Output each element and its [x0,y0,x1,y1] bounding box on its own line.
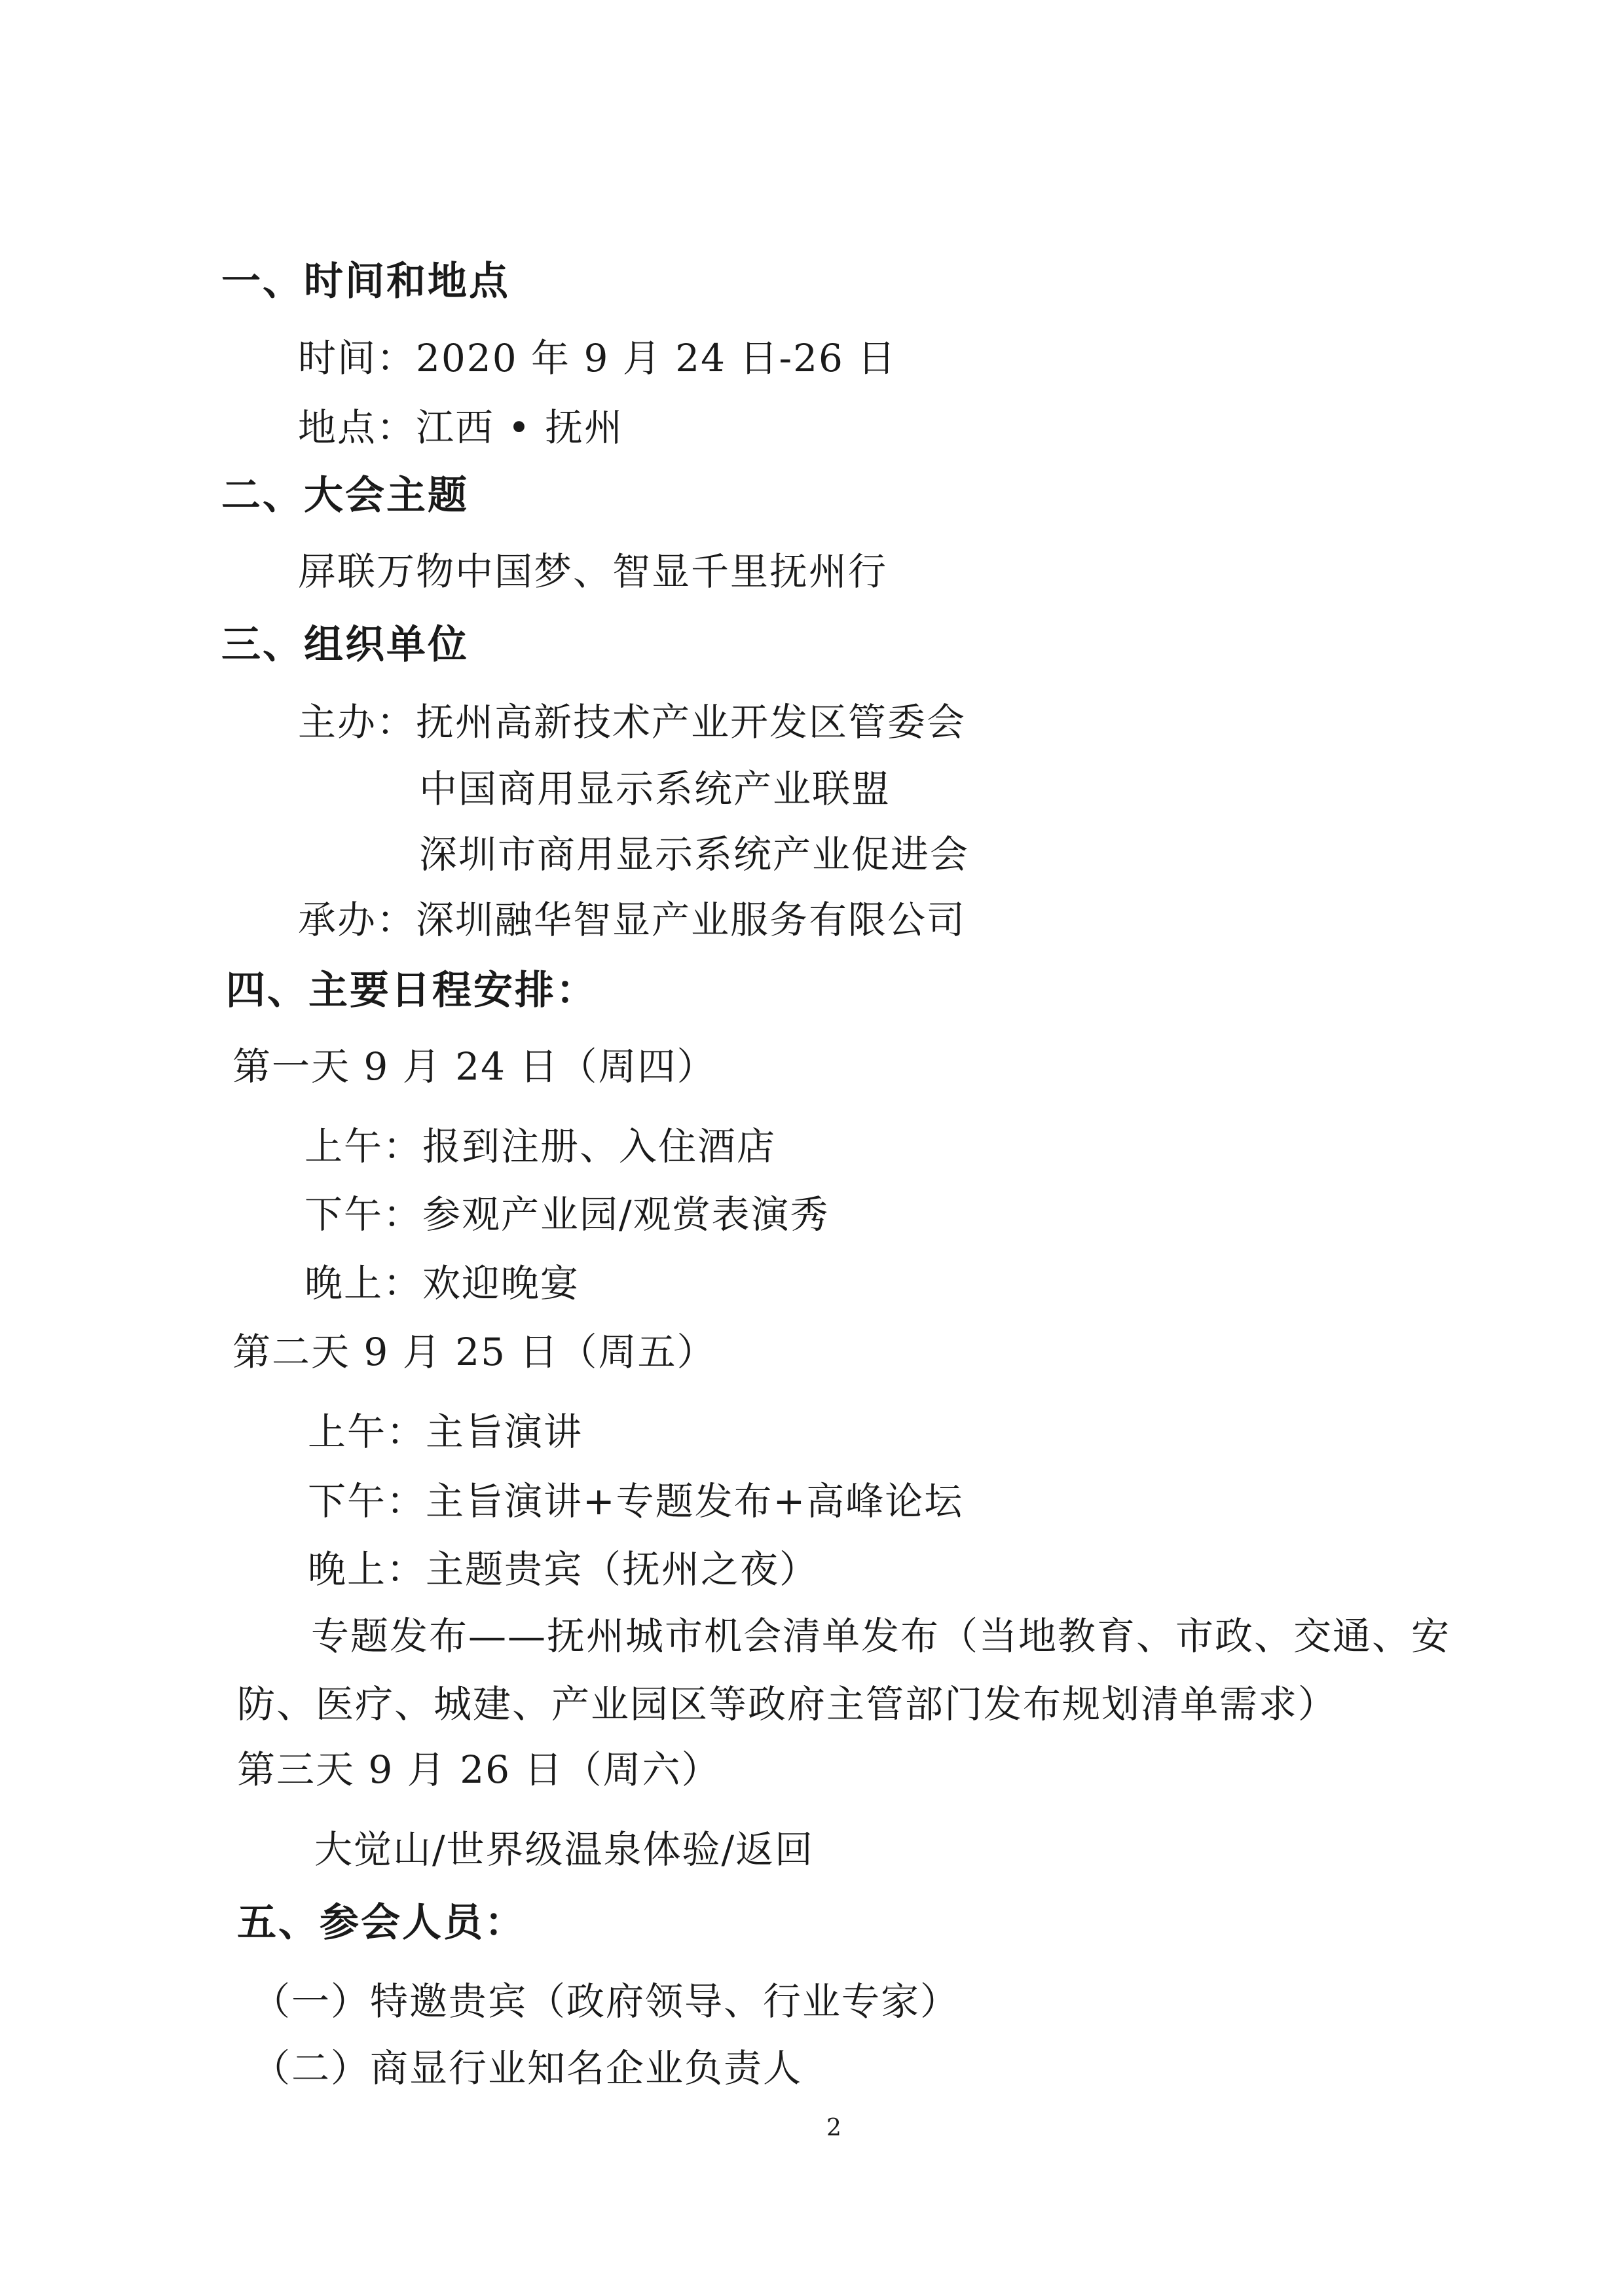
section-heading-theme: 二、大会主题 [221,473,469,519]
host-line-2: 中国商用显示系统产业联盟 [419,767,891,811]
host-line-3: 深圳市商用显示系统产业促进会 [419,832,970,877]
day3-activity: 大觉山/世界级温泉体验/返回 [314,1827,815,1872]
section-heading-schedule: 四、主要日程安排： [226,968,597,1013]
day2-note-line-1: 专题发布——抚州城市机会清单发布（当地教育、市政、交通、安 [311,1614,1451,1658]
day1-title: 第一天 9 月 24 日（周四） [232,1044,716,1089]
day1-afternoon: 下午：参观产业园/观赏表演秀 [304,1192,830,1237]
theme-text: 屏联万物中国梦、智显千里抚州行 [298,549,888,594]
event-place: 地点：江西 • 抚州 [298,405,624,450]
event-time: 时间：2020 年 9 月 24 日-26 日 [298,336,897,380]
participant-item-2: （二）商显行业知名企业负责人 [252,2046,803,2090]
day3-title: 第三天 9 月 26 日（周六） [237,1747,721,1792]
page-number: 2 [826,2115,841,2141]
section-heading-organizers: 三、组织单位 [221,622,469,668]
section-heading-participants: 五、参会人员： [237,1900,526,1946]
host-line-1: 主办：抚州高新技术产业开发区管委会 [298,700,967,744]
day1-evening: 晚上：欢迎晚宴 [304,1261,580,1305]
organizer-line: 承办：深圳融华智显产业服务有限公司 [298,898,967,942]
participant-item-1: （一）特邀贵宾（政府领导、行业专家） [252,1979,960,2024]
day2-evening: 晚上：主题贵宾（抚州之夜） [308,1547,819,1592]
day1-morning: 上午：报到注册、入住酒店 [304,1124,777,1169]
day2-morning: 上午：主旨演讲 [308,1410,583,1454]
section-heading-time-place: 一、时间和地点 [221,259,510,304]
day2-title: 第二天 9 月 25 日（周五） [232,1330,716,1374]
day2-afternoon: 下午：主旨演讲+专题发布+高峰论坛 [308,1479,964,1523]
day2-note-line-2: 防、医疗、城建、产业园区等政府主管部门发布规划清单需求） [237,1682,1338,1726]
